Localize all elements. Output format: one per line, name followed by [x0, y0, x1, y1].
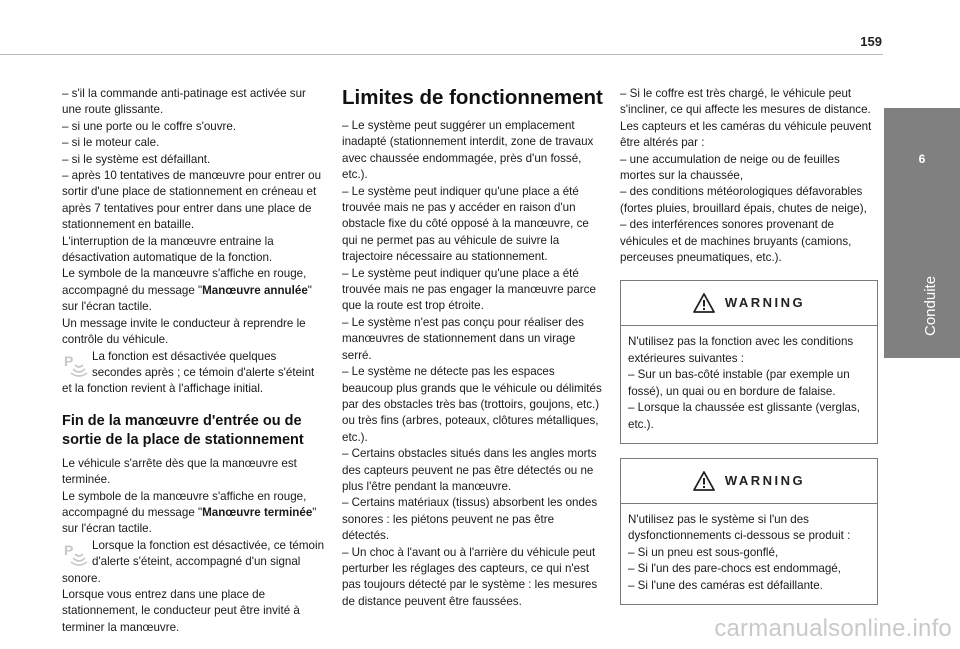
text-line: – si le moteur cale. [62, 136, 160, 150]
text-line: – Le système peut indiquer qu'une place a été trouvée mais ne pas y accéder en raison d'un obstacle fixe du côté opposé à la manœuvre, ce qui ne permet pas au véhicule de suivre la trajectoire nécessaire au stationnement. [342, 184, 589, 264]
message-annulee-line [62, 266, 324, 315]
watermark-link[interactable]: carmanualsonline.info [714, 615, 952, 642]
text-run: " sur l'écran tactile. [62, 283, 312, 314]
text-line: – Lorsque la chaussée est glissante (verglas, etc.). [628, 401, 861, 431]
text-line: – Un choc à l'avant ou à l'arrière du véhicule peut perturber les réglages des capteurs, ce qui n'est pas toujours détecté par le système : les mesures de distance peuvent être faussées. [342, 545, 598, 608]
chapter-tab [884, 108, 960, 358]
text-line: – Certains obstacles situés dans les angles morts des capteurs peuvent ne pas être détectés ou ne plus l'être pendant la manœuvre. [342, 447, 597, 493]
message-terminee-line [62, 489, 324, 538]
text-line: – Si le coffre est très chargé, le véhicule peut s'incliner, ce qui affecte les mesures de distance. [620, 87, 871, 117]
text-line: – une accumulation de neige ou de feuilles mortes sur la chaussée, [620, 152, 840, 183]
warning-title: WARNING [724, 295, 806, 311]
text-line: – s'il la commande anti-patinage est activée sur une route glissante. [62, 87, 306, 117]
text-line: Le véhicule s'arrête dès que la manœuvre est terminée. [62, 456, 297, 487]
icon-paragraph [62, 349, 324, 398]
text-line: N'utilisez pas la fonction avec les conditions extérieures suivantes : [628, 335, 854, 365]
parking-warning-icon [62, 351, 88, 377]
warning-box [620, 458, 878, 605]
text-line: – des interférences sonores provenant de véhicules et de machines bruyants (camions, perceuses pneumatiques, etc.). [620, 218, 852, 265]
column-middle [342, 86, 604, 610]
text-run: Le symbole de la manœuvre s'affiche en rouge, accompagné du message " [62, 267, 307, 297]
warning-title: WARNING [724, 472, 806, 488]
svg-text:P: P [64, 352, 74, 369]
text-line: – Si l'un des pare-chocs est endommagé, [628, 562, 841, 576]
text-line: – Le système peut suggérer un emplacement inadapté (stationnement interdit, zone de travaux avec chaussée endommagée, près d'un fossé, etc.). [342, 119, 594, 182]
text-line: – si le système est défaillant. [62, 152, 211, 166]
text-line: – Sur un bas-côté instable (par exemple un fossé), un quai ou en bordure de falaise. [628, 368, 850, 398]
chapter-title: Conduite [922, 275, 939, 336]
message-bold: Manœuvre annulée [202, 283, 308, 297]
icon-paragraph [62, 538, 324, 587]
main-heading: Limites de fonctionnement [342, 86, 603, 109]
header-rule [0, 54, 883, 55]
icon-paragraph-text: Lorsque la fonction est désactivée, ce témoin d'alerte s'éteint, accompagné d'un signal sonore. [62, 538, 325, 585]
text-line: Les capteurs et les caméras du véhicule peuvent être altérés par : [620, 119, 872, 150]
text-line: – si une porte ou le coffre s'ouvre. [62, 119, 237, 133]
warning-triangle-icon [693, 293, 715, 313]
text-line: – des conditions météorologiques défavorables (fortes pluies, brouillard épais, chutes de neige), [620, 185, 867, 215]
text-line: Un message invite le conducteur à reprendre le contrôle du véhicule. [62, 316, 306, 347]
text-line: – Certains matériaux (tissus) absorbent les ondes sonores : les piétons peuvent ne pas être détectés. [342, 496, 598, 543]
svg-text:P: P [64, 541, 74, 558]
text-line: – Le système ne détecte pas les espaces beaucoup plus grands que le véhicule ou délimités par des obstacles très bas (trottoirs, goujons, etc.) ou très fins (arbres, poteaux, clôtures métalliques, etc.). [342, 365, 602, 444]
column-right [620, 86, 878, 605]
text-line: – Si l'une des caméras est défaillante. [628, 578, 823, 592]
text-line: L'interruption de la manœuvre entraine la désactivation automatique de la fonction. [62, 234, 274, 265]
warning-box [620, 280, 878, 443]
column-left [62, 86, 324, 636]
text-line: – après 10 tentatives de manœuvre pour entrer ou sortir d'une place de stationnement en créneau et après 7 tentatives pour entrer dans une place de stationnement en bataille. [62, 169, 322, 232]
text-run: Le symbole de la manœuvre s'affiche en rouge, accompagné du message " [62, 489, 307, 519]
message-bold: Manœuvre terminée [202, 505, 313, 519]
icon-paragraph-text: La fonction est désactivée quelques secondes après ; ce témoin d'alerte s'éteint et la fonction revient à l'affichage initial. [62, 349, 315, 396]
chapter-number: 6 [918, 152, 926, 166]
text-line: – Si un pneu est sous-gonflé, [628, 545, 779, 559]
warning-header [621, 281, 877, 326]
text-line: Lorsque vous entrez dans une place de stationnement, le conducteur peut être invité à terminer la manœuvre. [62, 587, 300, 634]
text-line: – Le système n'est pas conçu pour réaliser des manœuvres de stationnement dans un virage serré. [342, 315, 584, 362]
page-number: 159 [860, 34, 882, 49]
text-run: " sur l'écran tactile. [62, 505, 317, 536]
text-line: – Le système peut indiquer qu'une place a été trouvée mais ne pas engager la manœuvre parce que la route est trop étroite. [342, 266, 596, 313]
warning-header [621, 459, 877, 504]
section-heading: Fin de la manœuvre d'entrée ou de sortie de la place de stationnement [62, 412, 304, 448]
text-line: N'utilisez pas le système si l'un des dysfonctionnements ci-dessous se produit : [628, 512, 851, 543]
parking-warning-icon [62, 540, 88, 566]
warning-triangle-icon [693, 471, 715, 491]
